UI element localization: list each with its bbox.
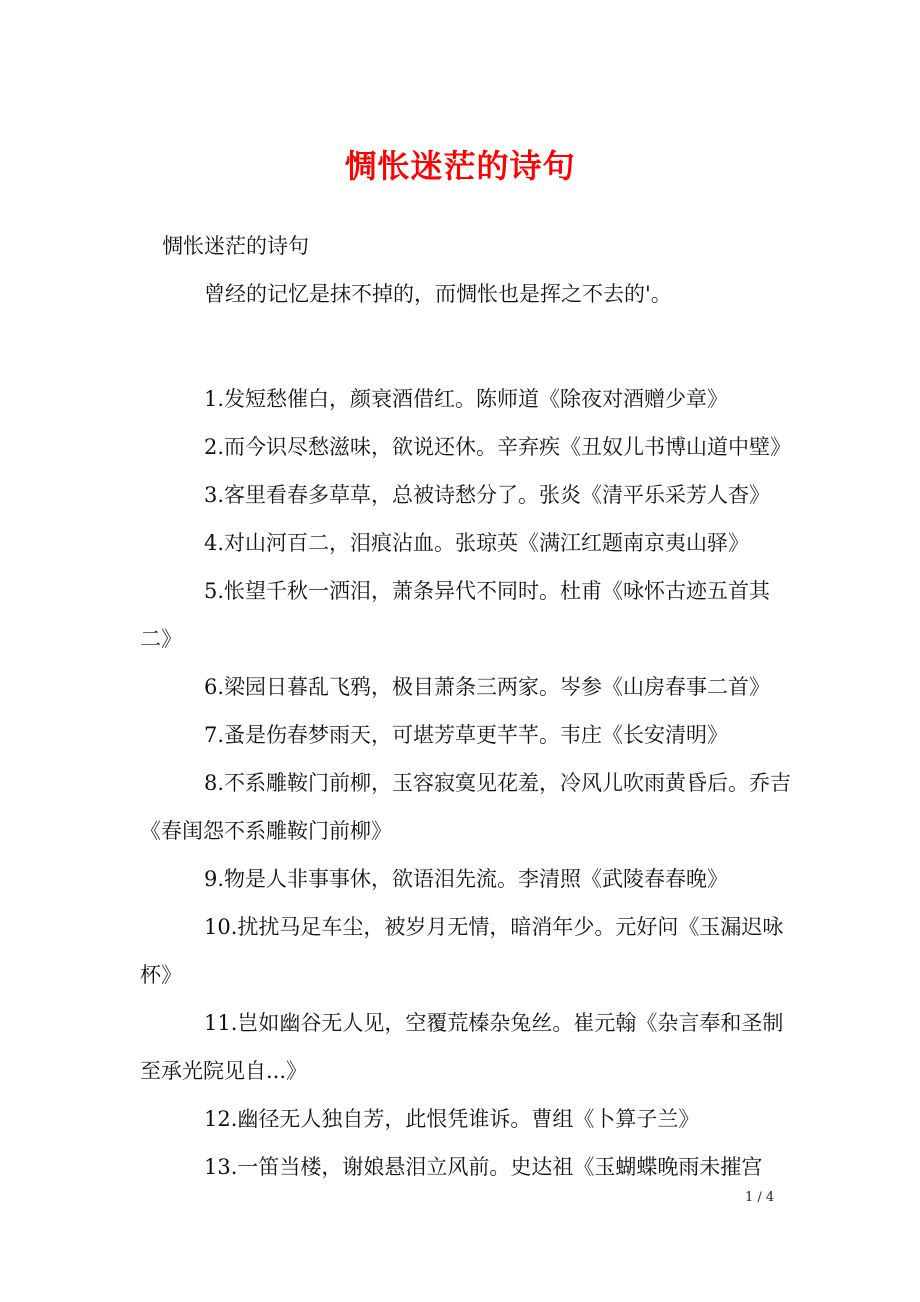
poem-line-11: 11.岂如幽谷无人见，空覆荒榛杂兔丝。崔元翰《杂言奉和圣制至承光院见自...》 <box>140 1011 784 1083</box>
poem-list <box>140 375 800 1191</box>
document-title: 惆怅迷茫的诗句 <box>344 147 576 185</box>
document-subtitle: 惆怅迷茫的诗句 <box>162 234 309 258</box>
page-number: 1 / 4 <box>745 1190 775 1205</box>
poem-line-10: 10.扰扰马足车尘，被岁月无情，暗消年少。元好问《玉漏迟咏杯》 <box>140 915 784 987</box>
poem-line-4: 4.对山河百二，泪痕沾血。张琼英《满江红题南京夷山驿》 <box>204 531 750 555</box>
poem-line-12: 12.幽径无人独自芳，此恨凭谁诉。曹组《卜算子兰》 <box>204 1107 700 1131</box>
poem-line-2: 2.而今识尽愁滋味，欲说还休。辛弃疾《丑奴儿书博山道中壁》 <box>204 435 792 459</box>
poem-line-9: 9.物是人非事事休，欲语泪先流。李清照《武陵春春晚》 <box>204 867 729 891</box>
poem-line-6: 6.梁园日暮乱飞鸦，极目萧条三两家。岑参《山房春事二首》 <box>204 675 771 699</box>
poem-line-8: 8.不系雕鞍门前柳，玉容寂寞见花羞，冷风儿吹雨黄昏后。乔吉《春闺怨不系雕鞍门前柳》 <box>140 771 792 843</box>
intro-paragraph: 曾经的记忆是抹不掉的，而惆怅也是挥之不去的'。 <box>204 282 672 306</box>
poem-line-3: 3.客里看春多草草，总被诗愁分了。张炎《清平乐采芳人杳》 <box>204 483 771 507</box>
poem-line-5: 5.怅望千秋一洒泪，萧条异代不同时。杜甫《咏怀古迹五首其二》 <box>140 579 771 651</box>
poem-line-1: 1.发短愁催白，颜衰酒借红。陈师道《除夜对酒赠少章》 <box>204 387 729 411</box>
poem-line-7: 7.蚤是伤春梦雨天，可堪芳草更芊芊。韦庄《长安清明》 <box>204 723 729 747</box>
poem-line-13: 13.一笛当楼，谢娘悬泪立风前。史达祖《玉蝴蝶晚雨未摧宫 <box>204 1155 763 1179</box>
